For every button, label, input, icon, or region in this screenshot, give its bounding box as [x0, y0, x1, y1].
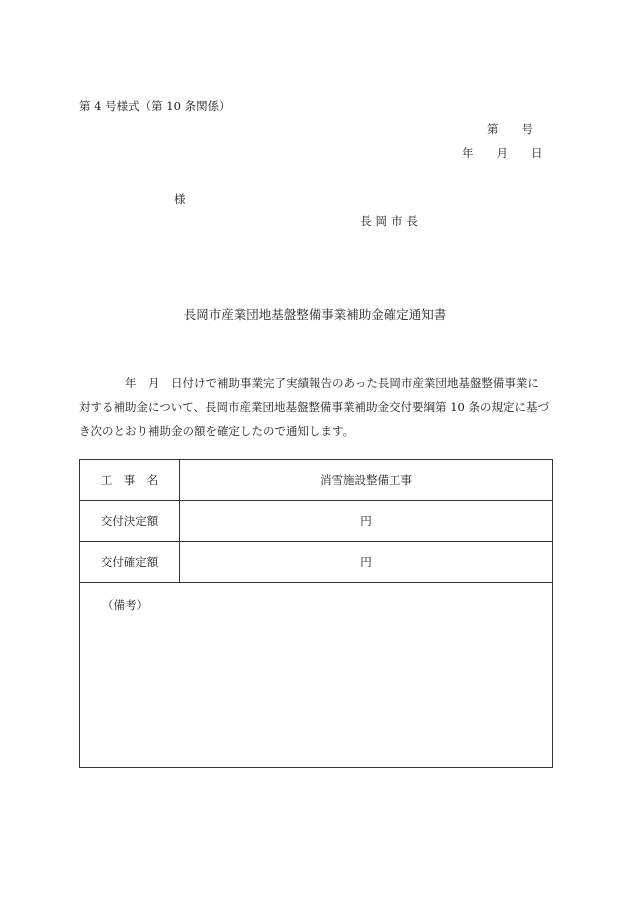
table-row-decided-amount [80, 501, 553, 542]
confirmed-amount-label: 交付確定額 [80, 542, 180, 583]
body-line-1: 年 月 日付けで補助事業完了実績報告のあった長岡市産業団地基盤整備事業に [79, 376, 539, 390]
construction-name-value: 消雪施設整備工事 [180, 460, 553, 501]
decided-amount-value: 円 [180, 501, 553, 542]
remarks-label: （備考） [80, 583, 553, 768]
document-title: 長岡市産業団地基盤整備事業補助金確定通知書 [183, 307, 447, 322]
construction-name-label: 工 事 名 [80, 460, 180, 501]
issuer-name: 長岡市長 [360, 214, 422, 228]
decided-amount-label: 交付決定額 [80, 501, 180, 542]
table-row-confirmed-amount [80, 542, 553, 583]
confirmed-amount-value: 円 [180, 542, 553, 583]
body-line-3: き次のとおり補助金の額を確定したので通知します。 [79, 424, 355, 438]
table-row-remarks [80, 583, 553, 768]
form-number: 第 4 号様式（第 10 条関係） [79, 99, 231, 113]
document-number: 第 号 [487, 122, 533, 136]
body-text [79, 371, 553, 443]
table-row-construction-name [80, 460, 553, 501]
body-line-2: 対する補助金について、長岡市産業団地基盤整備事業補助金交付要綱第 10 条の規定に基づ [79, 400, 549, 414]
recipient-honorific: 様 [174, 192, 186, 206]
document-date: 年 月 日 [462, 146, 543, 160]
subsidy-info-table [79, 459, 553, 768]
